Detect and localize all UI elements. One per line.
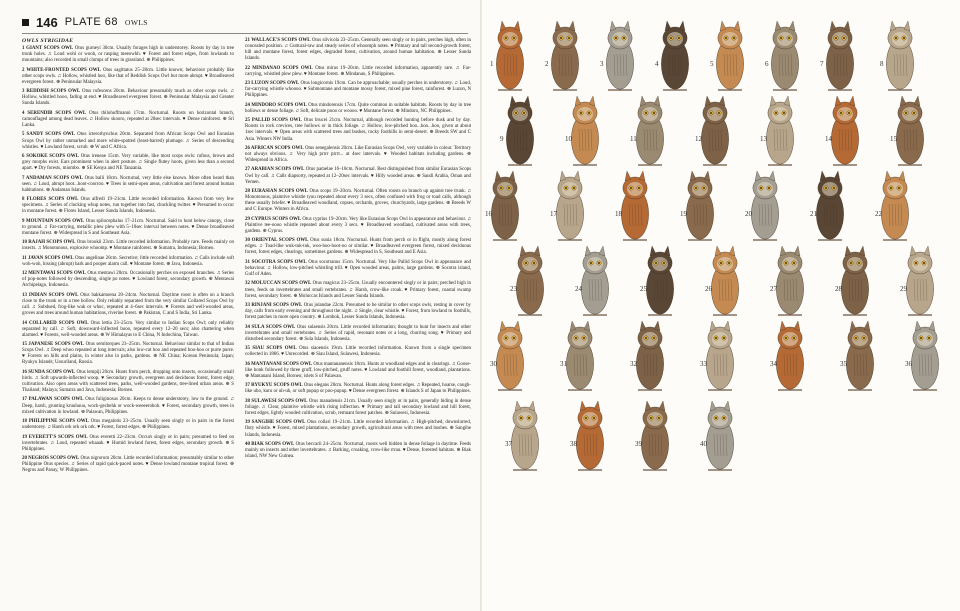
plate-number-label: 1 [490,60,494,68]
owl-figure [706,321,733,390]
plate-number-label: 10 [565,135,572,143]
species-description: Otus brucei 21cm. Nocturnal, although recorded hunting before dusk and by day. Roosts in rock crevices, tree hollows or in thick foliage. ♫ Hollow, low-pitched hoo...hoo...hoo, given at about 1sec intervals. ♥ Open areas with scattered trees and bushes, rocky foothills in semi-desert. ⊕ Breeds SW and C Asia. Winters NW India. [245,118,471,142]
species-name: 35 SIAU SCOPS OWL [245,346,297,352]
species-description: Otus sunia 18cm. Nocturnal. Hunts from perch or in flight, mostly along forest edges. ♫ Toad-like wuk-tuk-tuk, woo-hoo-hoot-oo or similar. ♥ Broadleaved evergreen forest, mixed deciduous forest, forest edges, clearings, sometimes gardens. ⊕ Widespread in S, Southeast and E Asia. [245,238,472,256]
species-name: 31 SOCOTRA SCOPS OWL [245,259,307,265]
owl-figure [621,171,648,240]
species-name: 32 MOLUCCAN SCOPS OWL [245,281,312,287]
species-entry [245,420,471,438]
species-entry [22,154,234,172]
species-entry [22,370,234,394]
species-name: 25 PALLID SCOPS OWL [245,118,302,124]
owl-figure [571,96,598,165]
plate-number-label: 28 [835,285,842,293]
species-description: Otus icterorhynchus 20cm. Separated from African Scops Owl and Eurasian Scops Owl by rather unmarked and more white-spotted (least-barred) plumage. ♫ Series of descending whistles. ♥ Lowland forest, scrub. ⊕ W and C Africa. [22,132,234,150]
owl-figure [496,321,523,390]
species-description: Otus mantananensis 18cm. Hunts at woodland edges and in clearings. ♫ Goose-like honk followed by three gruff, low-pitched, gruff notes. ♥ Lowland and foothill forest, woodland, plantations. ⊕ Mantanani Island, Borneo; islets S of Palawan. [245,361,471,379]
plate-number-label: 13 [760,135,767,143]
species-description: Otus mirus 19–20cm. Little recorded information, apparently rare. ♫ Far-carrying, whistled plew plew. ♥ Montane forest. ⊕ Mindanao, S Philippines. [245,65,471,77]
plate-number-label: 33 [700,360,707,368]
plate-number-label: 5 [710,60,714,68]
plate-subtitle: OWLS [125,17,148,27]
species-name: 4 SERENDIB SCOPS OWL [22,110,87,116]
plate-number-label: 15 [890,135,897,143]
species-description: Otus magicus 23–25cm. Usually encountered singly or in pairs; perched high in trees, feeds on invertebrates and small vertebrates. ♫ Harsh, crow-like croak. ♥ Primary forest, coastal swamp forest, secondary forest. ⊕ Moluccas Islands and Lesser Sunda Islands. [245,281,472,299]
species-description: Otus brookii 23cm. Little recorded information. Probably rare. Feeds mainly on insects. ♫ Monotonous, explosive whoomp. ♥ Montane rainforest. ⊕ Sumatra, Indonesia; Borneo. [22,240,234,252]
species-name: 10 RAJAH SCOPS OWL [22,240,76,246]
species-entry [245,103,471,115]
owl-figure [606,21,633,90]
species-name: 24 MINDORO SCOPS OWL [245,102,307,108]
owl-figure [701,96,728,165]
owl-figure [751,171,778,240]
species-entry [22,46,234,64]
species-name: 40 BIAK SCOPS OWL [245,441,295,447]
species-description: Otus senegalensis 20cm. Like Eurasian Scops Owl, very variable in colour. Territory not always obvious. ♫ Very high prrrr prrrr... at 4sec intervals. ♥ Wooded habitats including gardens. ⊕ Widespread in Africa. [245,145,471,164]
species-name: 34 SULA SCOPS OWL [245,324,296,330]
owl-figure [496,21,523,90]
plate-number-label: 34 [770,360,777,368]
illustration-page [482,0,960,611]
species-entry [245,303,471,321]
plate-number-label: 2 [545,60,549,68]
owl-figure [661,21,688,90]
species-description: Otus scops 19–20cm. Nocturnal. Often roosts on branch up against tree trunk. ♫ Monotonous, plaintive whistle tyuu repeated about every 3 secs, often confused with frog or toad calls, although these usually briefer. ♥ Broadleaved woodland, copses, orchards, groves, churchyards, large gardens. ⊕ Breeds W and C Europe. Winters in Africa. [245,189,471,213]
species-name: 33 RINJANI SCOPS OWL [245,303,303,309]
plate-number-label: 11 [630,135,637,143]
species-description: Otus balli 18cm. Nocturnal, very little else known. More often heard than seen. ♫ Loud, abrupt hoot...hoot-coorroo. ♥ Trees in semi-open areas, cultivation and forest around human habitations. ⊕ Andaman Islands. [22,175,234,193]
owl-figure [831,96,858,165]
owl-figure [581,246,608,315]
owl-figure [551,21,578,90]
species-entry [245,325,471,343]
plate-number-label: 38 [570,440,577,448]
owl-figure [826,21,853,90]
species-name: 23 LUZON SCOPS OWL [245,81,300,87]
plate-number-label: 23 [510,285,517,293]
plate-number-label: 16 [485,210,492,218]
plate-number-label: 25 [640,285,647,293]
plate-number-label: 31 [560,360,567,368]
species-description: Otus angelinae 20cm. Secretive; little recorded information. ♫ Calls include soft woh-woh, hissing (abrupt) bark and pooper alarm call. ♥ Montane forest. ⊕ Java, Indonesia. [22,255,234,267]
plate-number-label: 14 [825,135,832,143]
species-description: Otus fuliginosus 20cm. Keeps to dense understorey, low to the ground. ♫ Deep, harsh, grunting kruuhuuu, wock-gechehk or wock-weeeerohoh. ♥ Forest, secondary growth, trees in mixed cultivation in lowland. ⊕ Palawan, Philippines. [22,397,234,415]
owl-figure [506,96,533,165]
species-description: Otus thilohoffmanni 17cm. Nocturnal. Roosts on horizontal branch, camouflaged among dead leaves. ♫ Hollow skooro, repeated at 20sec intervals. ♥ Dense rainforest. ⊕ Sri Lanka. [22,110,235,129]
owl-figure [816,171,843,240]
header-rule [22,33,468,34]
species-entry [22,342,234,366]
species-entry [245,66,471,78]
species-entry [245,146,471,164]
species-name: 15 JAPANESE SCOPS OWL [22,342,85,348]
owl-illustrations [485,6,952,604]
plate-number-label: 21 [810,210,817,218]
species-description: Otus cyprius 19–20cm. Very like Eurasian Scops Owl in appearance and behaviour. ♫ Plaintive tee-oooo whistle repeated about every 3 secs. ♥ Broadleaved woodland, cultivated areas with trees, gardens. ⊕ Cyprus. [245,216,471,234]
owl-figure [516,246,543,315]
species-entry [22,321,234,339]
species-description: Otus jolandae 22cm. Presumed to be similar to other scops owls, resting in cover by day, calls from early evening and throughout the night. ♫ Single, clear whistle. ♥ Forest, from lowland to foothills, forest patches in more open country. ⊕ Lombok, Lesser Sunda Islands, Indonesia. [245,303,471,321]
page-number: 146 [36,14,58,30]
species-name: 20 NEGROS SCOPS OWL [22,456,80,462]
species-entry [22,293,234,317]
species-name: 2 WHITE-FRONTED SCOPS OWL [22,67,101,73]
species-name: 39 SANGIHE SCOPS OWL [245,420,306,426]
species-entry [245,442,471,460]
owl-figure [776,246,803,315]
species-description: Otus spilocephalus 17–21cm. Nocturnal. Said to hunt below canopy, close to ground. ♫ Far-carrying, metallic plew plew with 5–10sec interval between notes. ♥ Dense broadleaved montane forest. ⊕ Widespread in S and Southeast Asia. [22,218,235,236]
species-name: 21 WALLACE'S SCOPS OWL [245,38,311,43]
owl-figure [711,246,738,315]
plate-number-label: 12 [695,135,702,143]
plate-number-label: 3 [600,60,604,68]
species-entry [245,346,471,358]
species-entry [245,383,471,395]
species-description: Otus lettia 23–25cm. Very similar to Indian Scops Owl; only reliably separated by call. ♫ Soft, downward-inflected buoo, repeated every 12–20 secs; also chattering when alarmed. ♥ Forests, well-wooded areas. ⊕ W Himalayas to E China, N Indochina, Taiwan. [22,320,235,338]
owl-figure [896,96,923,165]
owl-figure [491,171,518,240]
owl-figure [576,401,603,470]
species-name: 18 PHILIPPINE SCOPS OWL [22,419,89,425]
species-name: 22 MINDANAO SCOPS OWL [245,65,313,71]
owl-figure [846,321,873,390]
species-entry [245,167,471,185]
owl-figure [766,96,793,165]
species-description: Otus silvicola 23–25cm. Generally seen singly or in pairs, perches high, often in concealed position. ♫ Guttural-raw and steady series of whoomph notes. ♥ Primary and tall second-growth forest, hill and montane forest, forest edges, degraded forest, cultivation, around human habitation. ⊕ Lesser Sunda Islands. [245,38,472,62]
species-entry [22,240,234,252]
species-description: Otus everetti 22–23cm. Occurs singly or in pairs; presumed to feed on invertebrates. ♫ Loud, repeated whaaak. ♥ Humid lowland forest, forest edges, secondary growth. ⊕ S Philippines. [22,434,235,452]
species-column-right [245,38,471,463]
species-entry [22,419,234,431]
species-description: Otus megalotis 23–25cm. Usually seen singly or in pairs in the forest understorey. ♫ Harsh ork ork ork ork. ♥ Forest, forest edges. ⊕ Philippines. [22,419,235,431]
species-entry [245,38,471,62]
species-description: Otus rufescens 20cm. Behaviour presumably much as other scops owls. ♫ Hollow, whistled hooo, fading at end. ♥ Broadleaved evergreen forest. ⊕ Peninsular Malaysia and Greater Sunda Islands. [22,89,235,107]
owl-figure [641,401,668,470]
species-description: Otus sagittatus 25–28cm. Little known; behaviour probably like other scops owls. ♫ Hollow, whistled hoo, like that of Reddish Scops Owl but more abrupt. ♥ Broadleaved evergreen forest. ⊕ Peninsular Malaysia. [22,67,234,85]
owl-figure [706,401,733,470]
species-name: 29 CYPRUS SCOPS OWL [245,216,302,222]
species-name: 38 SULAWESI SCOPS OWL [245,398,308,404]
species-entry [245,260,471,278]
owl-figure [716,21,743,90]
plate-number-label: 35 [840,360,847,368]
owl-figure [911,321,938,390]
species-entry [245,238,471,256]
species-entry [22,132,234,150]
plate-number-label: 18 [615,210,622,218]
running-head [22,14,148,30]
species-description: Otus mentawi 20cm. Occasionally perches on exposed branches. ♫ Series of pop-notes followed by descending, single po notes. ♥ Lowland forest, secondary growth. ⊕ Mentawai Archipelago, Indonesia. [22,271,235,289]
species-name: 27 ARABIAN SCOPS OWL [245,167,305,173]
species-name: 6 SOKOKE SCOPS OWL [22,153,79,159]
species-entry [22,456,234,474]
species-name: 11 JAVAN SCOPS OWL [22,255,74,261]
species-description: Otus ireneae 15cm. Very variable, like most scops owls: rufous, brown and grey morphs exist. Ears prominent when in alert posture. ♫ Single flutey hoots, given less than a second apart. ♥ Dry forests, miombo. ⊕ SE Kenya and NE Tanzania. [22,153,234,172]
species-name: 17 PALAWAN SCOPS OWL [22,397,84,403]
species-entry [245,118,471,142]
plate-number-label: 4 [655,60,659,68]
plate-number-label: 39 [635,440,642,448]
species-name: 14 COLLARED SCOPS OWL [22,320,89,326]
species-name: 13 INDIAN SCOPS OWL [22,292,79,298]
species-name: 7 ANDAMAN SCOPS OWL [22,175,83,181]
species-entry [22,111,234,129]
plate-number-label: 30 [490,360,497,368]
plate-number-label: 24 [575,285,582,293]
species-name: 30 ORIENTAL SCOPS OWL [245,238,309,244]
plate-number-label: 9 [500,135,504,143]
owl-figure [886,21,913,90]
species-name: 3 REDDISH SCOPS OWL [22,89,81,95]
plate-number-label: 6 [765,60,769,68]
species-name: 19 EVERETT'S SCOPS OWL [22,434,88,440]
species-description: Otus siaoensis 19cm. Little recorded information. Known from a single specimen collected in 1866. ♥ Unrecorded. ⊕ Siau Island, Sulawesi, Indonesia. [245,346,471,358]
species-description: Otus longicornis 19cm. Can be approachable; usually perches in understorey. ♫ Loud, far-carrying whistle whoooo. ♥ Submontane and montane mossy forest, mixed pine forest, rainforest. ⊕ Luzon, N Philippines. [245,81,471,99]
owl-figure [511,401,538,470]
species-name: 28 EURASIAN SCOPS OWL [245,189,308,195]
species-description: Otus gurneyi 30cm. Usually forages high in understorey. Roosts by day in tree trunk holes. ♫ Loud wohl or wooh, or rasping meeowhh. ♥ Forest and forest edges, from lowlands to mountains; also recorded in small clumps of trees in grassland. ⊕ Philippines. [22,46,234,64]
species-entry [245,399,471,417]
owl-figure [841,246,868,315]
species-entry [22,176,234,194]
owl-plate-illustration [485,6,952,604]
species-description: Otus manadensis 21cm. Usually seen singly or in pairs, generally hiding in dense foliage. ♫ Clear, plaintive whistle with rising inflection. ♥ Primary and tall secondary lowland and hill forest, forest edges, lightly wooded cultivation, scrub, remnant forest patches. ⊕ Sulawesi, Indonesia. [245,398,472,416]
plate-title: PLATE 68 [64,16,119,28]
plate-number-label: 8 [880,60,884,68]
owl-figure [566,321,593,390]
species-description: Otus socotranus 15cm. Nocturnal. Very like Pallid Scops Owl in appearance and behaviour. ♫ Hollow, low-pitched whistling trill. ♥ Open wooded areas, palms, large gardens. ⊕ Socotra island, Gulf of Aden. [245,259,472,278]
owl-figure [776,321,803,390]
species-entry [22,271,234,289]
species-description: Otus bakkamoena 20–24cm. Nocturnal. Daytime roost is often on a branch close to the trunk or in a tree hollow. Only reliably separated from the very similar Collared Scops Owl by call. ♫ Subdued, frog-like wuk or whuc, repeated at 4–6sec intervals. ♥ Forests and well-wooded areas, groves and trees around human habitations, riverine forest. ⊕ Pakistan, C and S India, Sri Lanka. [22,292,235,317]
species-entry [22,219,234,237]
species-name: 8 FLORES SCOPS OWL [22,197,79,203]
plate-number-label: 29 [900,285,907,293]
species-name: 5 SANDY SCOPS OWL [22,132,76,138]
owl-figure [686,171,713,240]
species-description: Otus lempiji 20cm. Hunts from perch, dropping onto insects, occasionally small birds. ♫ Soft upwards-inflected woop. ♥ Secondary growth, evergreen and deciduous forest, forest edge, cultivation. Also open areas with scattered trees, parks, well-wooded gardens, tree-lined urban areas. ⊕ S Thailand; Malaya; Sumatra and Java, Indonesia; Borneo. [22,369,234,394]
owl-figure [906,246,933,315]
species-description: Otus pamelae 16–18cm. Nocturnal. Best distinguished from similar Eurasian Scops Owl by call. ♫ Calls diapsorty, repeated at 12–20sec intervals. ♥ Hilly wooded areas. ⊕ Saudi Arabia, Oman and Yemen. [245,167,471,185]
owl-figure [771,21,798,90]
family-heading: OWLS STRIGIDAE [22,38,74,44]
owl-figure [646,246,673,315]
species-name: 26 AFRICAN SCOPS OWL [245,145,304,151]
plate-number-label: 19 [680,210,687,218]
species-description: Otus beccarii 24–25cm. Nocturnal, roosts well hidden in dense foliage in daytime. Feeds mainly on insects and other invertebrates. ♫ Barking, croaking, crow-like rrrau. ♥ Dense, forested habitats. ⊕ Biak island, NW New Guinea. [245,441,472,460]
plate-number-label: 27 [770,285,777,293]
species-entry [22,256,234,268]
owl-figure [556,171,583,240]
species-description: Otus elegans 20cm. Nocturnal. Hunts along forest edges. ♫ Repeated, hoarse, cough-like uho, kuru or uh-uh, or soft pupup or poo-pupup. ♥ Dense evergreen forest. ⊕ Islands S of Japan to Philippines. [245,383,471,395]
species-entry [22,89,234,107]
species-name: 12 MENTAWAI SCOPS OWL [22,271,86,277]
species-entry [22,68,234,86]
species-column-left [22,38,234,478]
species-description: Otus alfredi 19–21cm. Little recorded information. Known from very few specimens. ♫ Series of clucking whup notes, run together into fast, chuckling twitter. ♥ Presumed to occur in montane forest. ⊕ Flores Island, Lesser Sunda Islands, Indonesia. [22,197,234,215]
plate-number-label: 17 [550,210,557,218]
plate-number-label: 22 [875,210,882,218]
species-description: Otus mindorensis 17cm. Quite common in suitable habitats. Roosts by day in tree hollows or dense foliage. ♫ Soft, delicate pooo or woooo. ♥ Montane forest. ⊕ Mindoro, NC Philippines. [245,102,471,114]
plate-number-label: 32 [630,360,637,368]
species-name: 1 GIANT SCOPS OWL [22,46,74,52]
plate-number-label: 40 [700,440,707,448]
species-name: 36 MANTANANI SCOPS OWL [245,361,313,367]
plate-number-label: 26 [705,285,712,293]
square-marker-icon [22,19,29,26]
species-entry [245,281,471,299]
owl-figure [881,171,908,240]
species-description: Otus sulaensis 20cm. Little recorded information; thought to hunt for insects and other invertebrates and small vertebrates. ♫ Series of rapid, resonant notes or a long, churring song. ♥ Primary and disturbed secondary forest. ⊕ Sula Islands, Indonesia. [245,324,471,342]
species-entry [245,362,471,380]
plate-number-label: 36 [905,360,912,368]
species-description: Otus collari 19–21cm. Little recorded information. ♫ High-pitched, downslurred, fluty whistle. ♥ Forest, mixed plantations, secondary growth, agricultural areas with trees and bushes. ⊕ Sangihe Islands, Indonesia. [245,420,471,438]
owl-figure [636,96,663,165]
species-name: 16 SUNDA SCOPS OWL [22,369,76,375]
species-entry [245,81,471,99]
species-description: Otus semitorques 23–25cm. Nocturnal. Behaviour similar to that of Indian Scops Owl. ♫ Deep whoo repeated at long intervals; also low-cut hoo and repeated hoo-hoo or purre purre. ♥ Forests on hills and plains, in winter also in parks, gardens. ⊕ NE China; Korean Peninsula; Japan; Ryukyu Islands; Ussuriland, Russia. [22,342,234,366]
species-entry [245,189,471,213]
species-name: 9 MOUNTAIN SCOPS OWL [22,218,85,224]
species-description: Otus nigrorum 20cm. Little recorded information; presumably similar to other Philippine Otus species. ♫ Series of rapid quick-paced notes. ♥ Dense lowland montane tropical forest. ⊕ Negros and Panay, W Philippines. [22,456,235,474]
owl-figure [636,321,663,390]
species-entry [22,397,234,415]
plate-number-label: 37 [505,440,512,448]
species-entry [245,217,471,235]
plate-number-label: 20 [745,210,752,218]
species-name: 37 RYUKYU SCOPS OWL [245,383,303,389]
species-entry [22,197,234,215]
plate-number-label: 7 [820,60,824,68]
species-entry [22,435,234,453]
